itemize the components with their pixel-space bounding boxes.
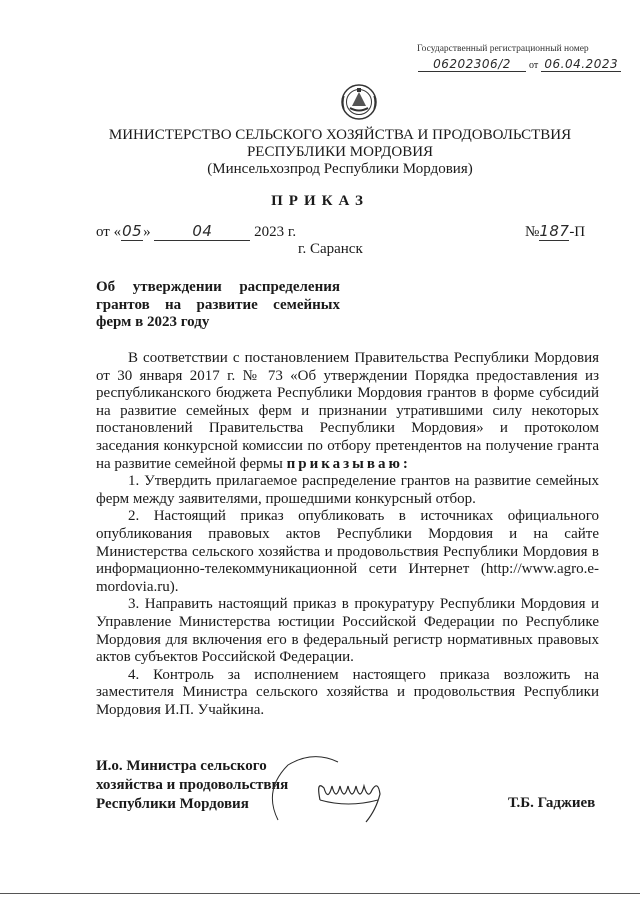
- registration-date: 06.04.2023: [541, 57, 621, 72]
- signatory-title-line1: И.о. Министра сельского: [96, 758, 267, 774]
- order-word: приказываю:: [286, 455, 411, 472]
- subject-line1: Об утверждении распределения: [96, 279, 340, 295]
- date-day: 05: [122, 222, 143, 240]
- subject-line3: ферм в 2023 году: [96, 314, 210, 330]
- ministry-name-line2: РЕСПУБЛИКИ МОРДОВИЯ: [246, 144, 434, 160]
- item-1: 1. Утвердить прилагаемое распределение грантов на развитие семейных ферм между заявителями, прошедшими конкурсный отбор.: [96, 473, 599, 507]
- signatory-title-line2: хозяйства и продовольствия: [96, 777, 289, 793]
- page-bottom-rule: [0, 893, 640, 894]
- date-close-quote: »: [143, 224, 151, 240]
- document-type-title: ПРИКАЗ: [271, 193, 369, 209]
- signatory-title-line3: Республики Мордовия: [96, 796, 249, 812]
- number-value: 187: [539, 222, 570, 240]
- order-number: [525, 222, 585, 241]
- registration-from: от: [529, 60, 539, 71]
- date-prefix: от «: [96, 224, 122, 240]
- item-2: 2. Настоящий приказ опубликовать в источниках официального опубликования правовых актов Республики Мордовия и на сайте Министерства сельского хозяйства и продовольствия Республики Мордовия в информационно-телекоммуникационной сети Интернет (http://www.agro.e-mordovia.ru).: [96, 508, 599, 595]
- registration-label: Государственный регистрационный номер: [417, 44, 589, 54]
- signatory-name: Т.Б. Гаджиев: [508, 795, 596, 811]
- registration-number: 06202306/2: [418, 57, 526, 72]
- ministry-short-name: (Минсельхозпрод Республики Мордовия): [207, 161, 473, 177]
- date-year: 2023 г.: [254, 224, 297, 240]
- order-date: [96, 222, 296, 241]
- number-suffix: -П: [569, 224, 586, 240]
- coat-of-arms-emblem: [340, 82, 378, 122]
- order-subject: [96, 279, 340, 332]
- order-body: [96, 350, 599, 719]
- registration-line: [418, 57, 632, 73]
- intro-text: В соответствии с постановлением Правительства Республики Мордовия от 30 января 2017 г. № 73 «Об утверждении Порядка предоставления из республиканского бюджета Республики Мордовия грантов в форме субсидий на развитие семейных ферм и признании утратившими силу некоторых постановлений Правительства Республики Мордовия» и протоколом заседания конкурсной комиссии по отбору претендентов на получение гранта на развитие семейной фермы: [96, 350, 599, 472]
- body-intro: [96, 350, 599, 473]
- item-4: 4. Контроль за исполнением настоящего приказа возложить на заместителя Министра сельского хозяйства и продовольствия Республики Мордовия И.П. Учайкина.: [96, 666, 599, 718]
- date-month: 04: [154, 222, 250, 241]
- subject-line2: грантов на развитие семейных: [96, 296, 340, 313]
- handwritten-signature: [258, 750, 398, 830]
- ministry-name-line1: МИНИСТЕРСТВО СЕЛЬСКОГО ХОЗЯЙСТВА И ПРОДОВОЛЬСТВИЯ: [108, 127, 572, 143]
- number-prefix: №: [525, 224, 540, 240]
- city: г. Саранск: [298, 241, 363, 257]
- item-3: 3. Направить настоящий приказ в прокуратуру Республики Мордовия и Управление Министерства юстиции Российской Федерации по Республике Мордовия для включения его в федеральный регистр нормативных правовых актов субъектов Российской Федерации.: [96, 596, 599, 666]
